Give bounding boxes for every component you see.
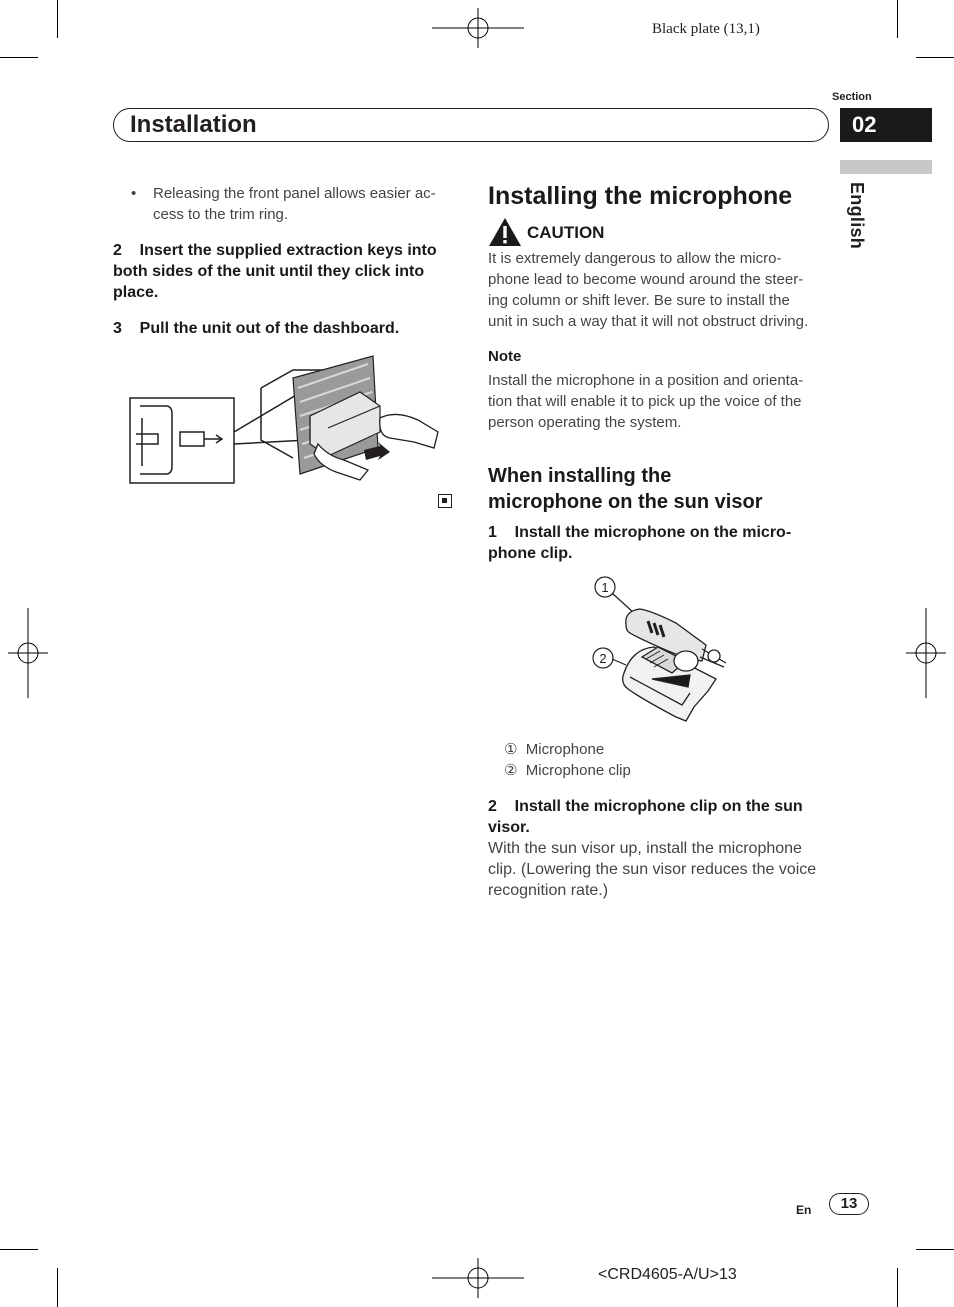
crop-mark (57, 0, 58, 38)
step-2-install-clip: 2 Install the microphone clip on the sun visor. (488, 798, 803, 836)
registration-mark-bottom (432, 1258, 524, 1298)
registration-mark-top (432, 8, 524, 48)
page-title: Installation (130, 111, 257, 138)
step-3-pull-unit: 3 Pull the unit out of the dashboard. (113, 320, 400, 337)
crop-mark (897, 1268, 898, 1307)
step-2-extraction-keys: 2 Insert the supplied extraction keys into both sides of the unit until they click into place. (113, 242, 437, 301)
footer-language: En (796, 1203, 812, 1217)
bullet-text: Releasing the front panel allows easier ac- cess to the trim ring. (153, 185, 436, 223)
crop-mark (57, 1268, 58, 1307)
caution-text: It is extremely dangerous to allow the micro- phone lead to become wound around the steer- ing column or shift lever. Be sure to install the unit in such a way that it will not obstruct driving. (488, 250, 809, 330)
legend-list (504, 739, 631, 781)
plate-label: Black plate (13,1) (652, 21, 760, 37)
microphone-clip-illustration (590, 575, 730, 725)
crop-mark (0, 1249, 38, 1250)
crop-mark (0, 57, 38, 58)
legend-item-microphone: ① Microphone (504, 741, 605, 758)
crop-mark (916, 1249, 954, 1250)
note-text: Install the microphone in a position and orienta- tion that will enable it to pick up the voice of the person operating the system. (488, 372, 804, 431)
step-2-body: With the sun visor up, install the microphone clip. (Lowering the sun visor reduces the voice recognition rate.) (488, 840, 817, 899)
legend-item-microphone-clip: ② Microphone clip (504, 762, 631, 779)
caution-label: CAUTION (527, 223, 605, 242)
language-bar (840, 160, 932, 174)
page-number: 13 (829, 1193, 869, 1215)
crop-mark (897, 0, 898, 38)
section-label: Section (832, 91, 872, 103)
document-code: <CRD4605-A/U>13 (598, 1266, 737, 1283)
callout-1: 1 (601, 580, 609, 595)
warning-icon (488, 217, 522, 247)
note-label: Note (488, 348, 522, 365)
registration-mark-left (8, 608, 48, 698)
pull-unit-illustration (128, 348, 444, 486)
language-label: English (847, 182, 867, 250)
registration-mark-right (906, 608, 946, 698)
step-1-install-microphone: 1 Install the microphone on the micro- phone clip. (488, 524, 792, 562)
bullet-mark: • (131, 185, 137, 202)
section-heading: Installing the microphone (488, 182, 793, 210)
subsection-heading: When installing the microphone on the sun visor (488, 465, 763, 513)
section-number-tab: 02 (840, 108, 932, 142)
crop-mark (916, 57, 954, 58)
end-of-section-mark (438, 494, 452, 508)
callout-2: 2 (599, 651, 607, 666)
